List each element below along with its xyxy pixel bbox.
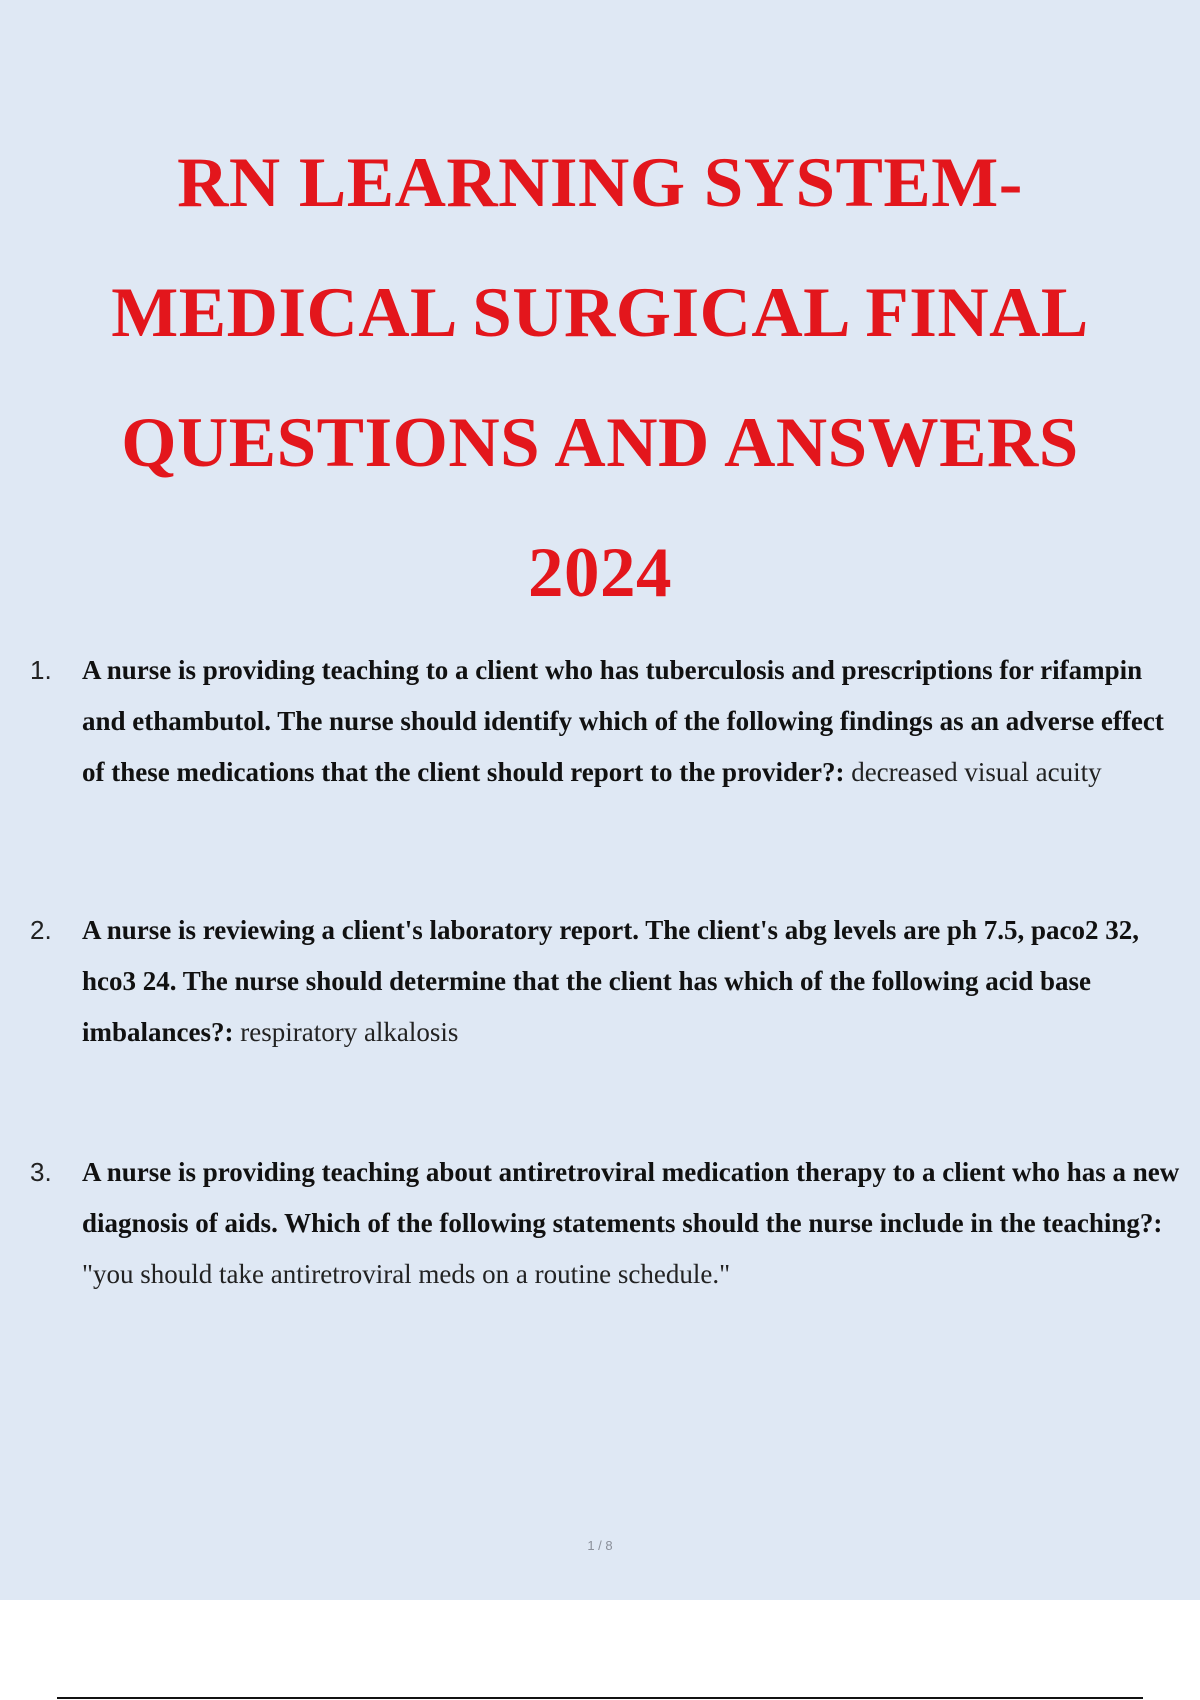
answer-text: respiratory alkalosis <box>240 1017 459 1047</box>
title-line: QUESTIONS AND ANSWERS <box>121 404 1079 482</box>
question-text: A nurse is providing teaching about antiretroviral medication therapy to a client who has a new diagnosis of aids. Which of the following statements should the nurse include in the teaching?: <box>82 1157 1180 1238</box>
question-text: A nurse is reviewing a client's laboratory report. The client's abg levels are ph 7.5, paco2 32, hco3 24. The nurse should determine that the client has which of the following acid base imbalances?: <box>82 915 1139 1047</box>
question-number: 1. <box>30 655 52 685</box>
question-item <box>30 905 1192 1058</box>
document-title <box>0 118 1200 638</box>
question-item <box>30 645 1192 798</box>
title-line: RN LEARNING SYSTEM- <box>177 144 1023 222</box>
question-number: 3. <box>30 1157 52 1187</box>
answer-text: "you should take antiretroviral meds on a routine schedule." <box>82 1259 731 1289</box>
question-text: A nurse is providing teaching to a client who has tuberculosis and prescriptions for rifampin and ethambutol. The nurse should identify which of the following findings as an adverse effect of these medications that the client should report to the provider?: <box>82 655 1164 787</box>
page-indicator: 1 / 8 <box>587 1538 613 1553</box>
question-number: 2. <box>30 915 52 945</box>
title-line: 2024 <box>528 534 672 612</box>
divider <box>57 1697 1143 1699</box>
title-line: MEDICAL SURGICAL FINAL <box>111 274 1089 352</box>
answer-text: decreased visual acuity <box>851 757 1102 787</box>
question-item <box>30 1147 1192 1300</box>
